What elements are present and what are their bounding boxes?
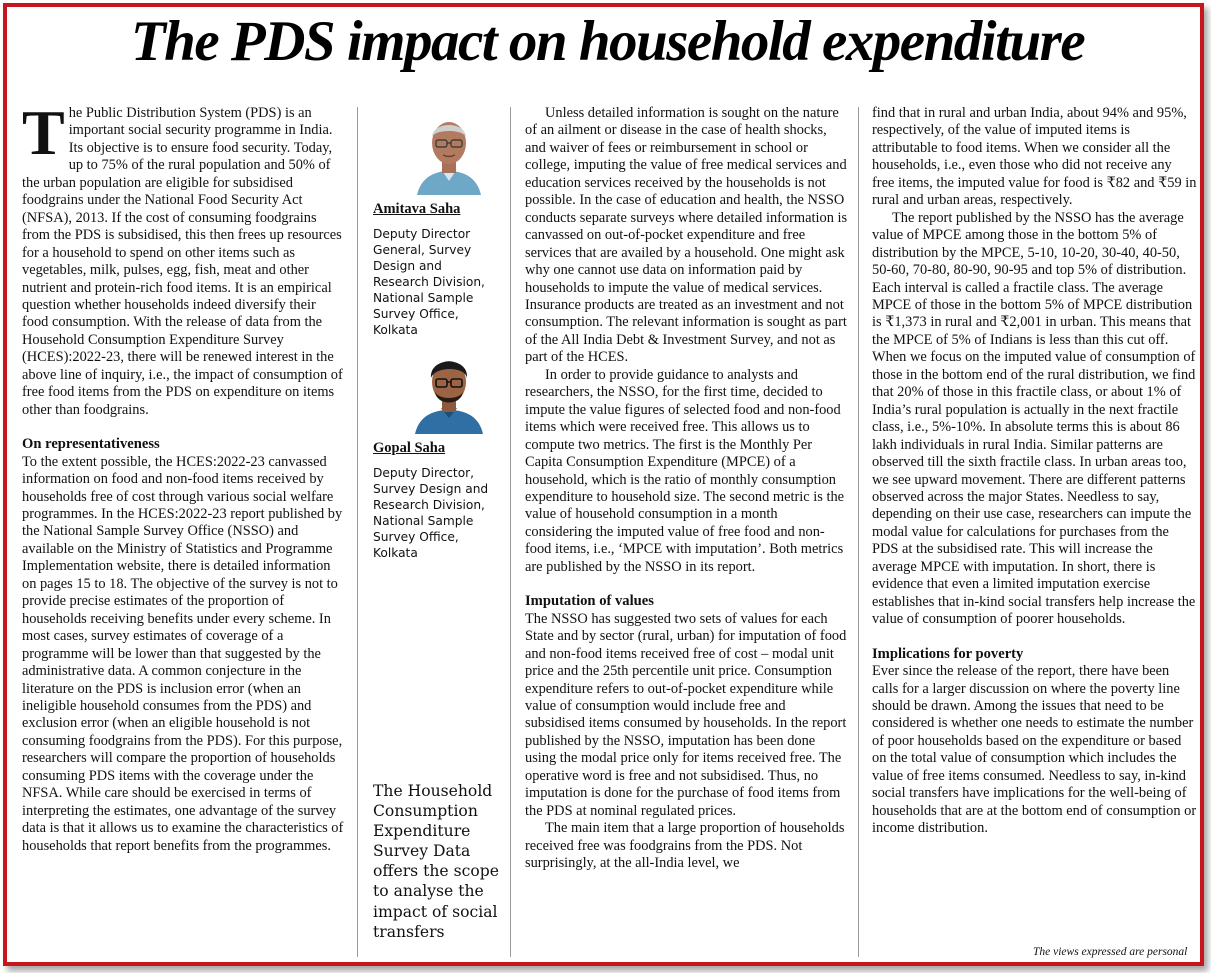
paragraph: The main item that a large proportion of households received free was foodgrains from the PDS. Not surprisingly, at the all-India level, we [525, 820, 845, 872]
column-1 [22, 97, 345, 855]
column-4 [872, 105, 1197, 838]
paragraph: Unless detailed information is sought on the nature of an ailment or disease in the case of health shocks, and waiver of fees or reimbursement in school or college, imputing the value of free medical services and education services received by the households is not possible. In the case of education and health, the NSSO conducts separate surveys where detailed information is canvassed on out-of-pocket expenditure and free services that are availed by a household. One might ask why one cannot use data on information paid by households to impute the value of medical services. Insurance products are treated as an investment and not consumption. The relevant information is sought as part of the All India Debt & Investment Survey, and not as part of the HCES. [525, 105, 848, 366]
author-name-1: Amitava Saha [373, 201, 461, 217]
pull-quote: The Household Consumption Expenditure Survey Data offers the scope to analyse the impact of social transfers [373, 782, 499, 941]
intro-paragraph: The Public Distribution System (PDS) is an important social security programme in India. Its objective is to ensure food security. Today, up to 75% of the rural population and 50% of the urban population are eligible for subsidised foodgrains under the National Food Security Act (NFSA), 2013. If the cost of consuming foodgrains from the PDS is subsidised, this then frees up resources for a household to spend on other items such as vegetables, milk, pulses, egg, fish, meat and other nutrient and protein-rich food items. It is an empirical question whether households indeed diversify their food consumption. With the release of data from the Household Consumption Expenditure Survey (HCES):2022-23, there will be renewed interest in the above line of inquiry, i.e., the impact of consumption of free food items from the PDS on expenditure on items other than foodgrains. [22, 97, 343, 418]
author-name-2: Gopal Saha [373, 440, 446, 456]
drop-cap: T [22, 97, 65, 168]
author-role-1: Deputy Director General, Survey Design and Research Division, National Sample Survey Office, Kolkata [373, 227, 485, 337]
author-photo-2 [411, 346, 487, 434]
column-divider [510, 107, 511, 957]
paragraph: find that in rural and urban India, about 94% and 95%, respectively, of the value of imputed items is attributable to food items. When we consider all the households, i.e., even those who did not receive any free items, the imputed value for food is ₹82 and ₹59 in rural and urban areas, respectively. [872, 105, 1197, 209]
article-frame [3, 3, 1204, 966]
paragraph: The report published by the NSSO has the average value of MPCE among those in the bottom 5% of distribution by the MPCE, 5-10, 10-20, 30-40, 40-50, 50-60, 70-80, 80-90, 90-95 and top 5% of distribution. Each interval is called a fractile class. The average MPCE of those in the bottom 5% of MPCE distribution is ₹1,373 in rural and ₹2,001 in urban. This means that the MPCE of 5% of Indians is less than this cut off. When we focus on the imputed value of consumption of those in the bottom end of the rural distribution, we find that 20% of those in this fractile class, or about 1% of India’s rural population is actually in the next fractile class, i.e., 5%-10%. In absolute terms this is about 86 lakh individuals in rural India. Similar patterns are observed till the sixth fractile class. In urban areas too, we see upward movement. There are different patterns observed across the major States. Needless to say, depending on their use case, researchers can impute the modal value for calculations for purchases from the PDS at the subsidised rate. This will increase the average MPCE with imputation. In short, there is evidence that even a limited imputation exercise establishes that in-kind social transfers help increase the value of consumption of poorer households. [872, 209, 1196, 628]
footnote: The views expressed are personal [1033, 946, 1188, 958]
section-heading-imputation: Imputation of values [525, 593, 654, 610]
headline: The PDS impact on household expenditure [130, 10, 1085, 73]
paragraph: Ever since the release of the report, there have been calls for a larger discussion on where the poverty line should be drawn. Among the issues that need to be considered is whether one needs to estimate the number of poor households based on the expenditure or based on the total value of consumption which includes the value of free items consumed. Needless to say, in-kind social transfers have implications for the well-being of households that are at the bottom end of consumption or income distribution. [872, 663, 1197, 837]
column-divider [357, 107, 358, 957]
author-role-2: Deputy Director, Survey Design and Research Division, National Sample Survey Office, Kolkata [373, 466, 489, 560]
section-heading-representativeness: On representativeness [22, 436, 160, 453]
paragraph: The NSSO has suggested two sets of values for each State and by sector (rural, urban) for imputation of food and non-food items received free of cost – modal unit price and the 25th percentile unit price. Consumption expenditure refers to out-of-pocket expenditure while value of consumption would include free and subsidised items consumed by households. In the report published by the NSSO, imputation has been done using the modal price only for items received free. The operative word is free and not subsidised. Thus, no imputation is done for the purchase of food items from the PDS at nominal regulated prices. [525, 610, 847, 819]
author-photo-1 [411, 107, 487, 195]
section-heading-poverty: Implications for poverty [872, 645, 1024, 662]
column-divider [858, 107, 859, 957]
author-block-1 [373, 107, 501, 338]
author-block-2 [373, 346, 501, 561]
paragraph: To the extent possible, the HCES:2022-23 canvassed information on food and non-food items received by households free of cost through various social welfare programmes. In the HCES:2022-23 report published by the National Sample Survey Office (NSSO) and available on the Ministry of Statistics and Programme Implementation website, there is detailed information on pages 15 to 18. The objective of the survey is not to provide precise estimates of the proportion of households receiving benefits under every scheme. In most cases, survey estimates of coverage of a programme will be lower than that suggested by the administrative data. A common conjecture in the literature on the PDS is inclusion error (when an ineligible household consumes from the PDS) and exclusion error (when an eligible household is not consuming foodgrains from the PDS). For this purpose, researchers will compare the proportion of households consuming PDS items with the coverage under the NFSA. While care should be exercised in terms of interpreting the estimates, one advantage of the survey data is that it allows us to examine the characteristics of households that report benefits from the programmes. [22, 453, 344, 854]
paragraph: In order to provide guidance to analysts and researchers, the NSSO, for the first time, decided to impute the value figures of selected food and non-food items which were received free. This allows us to compute two metrics. The first is the Monthly Per Capita Consumption Expenditure (MPCE) of a household, which is the ratio of monthly consumption expenditure to household size. The second metric is the value of household consumption in a month considering the imputed value of free food and non-food items, i.e., ‘MPCE with imputation’. Both metrics are published by the NSSO in its report. [525, 366, 845, 575]
column-3 [525, 105, 848, 872]
